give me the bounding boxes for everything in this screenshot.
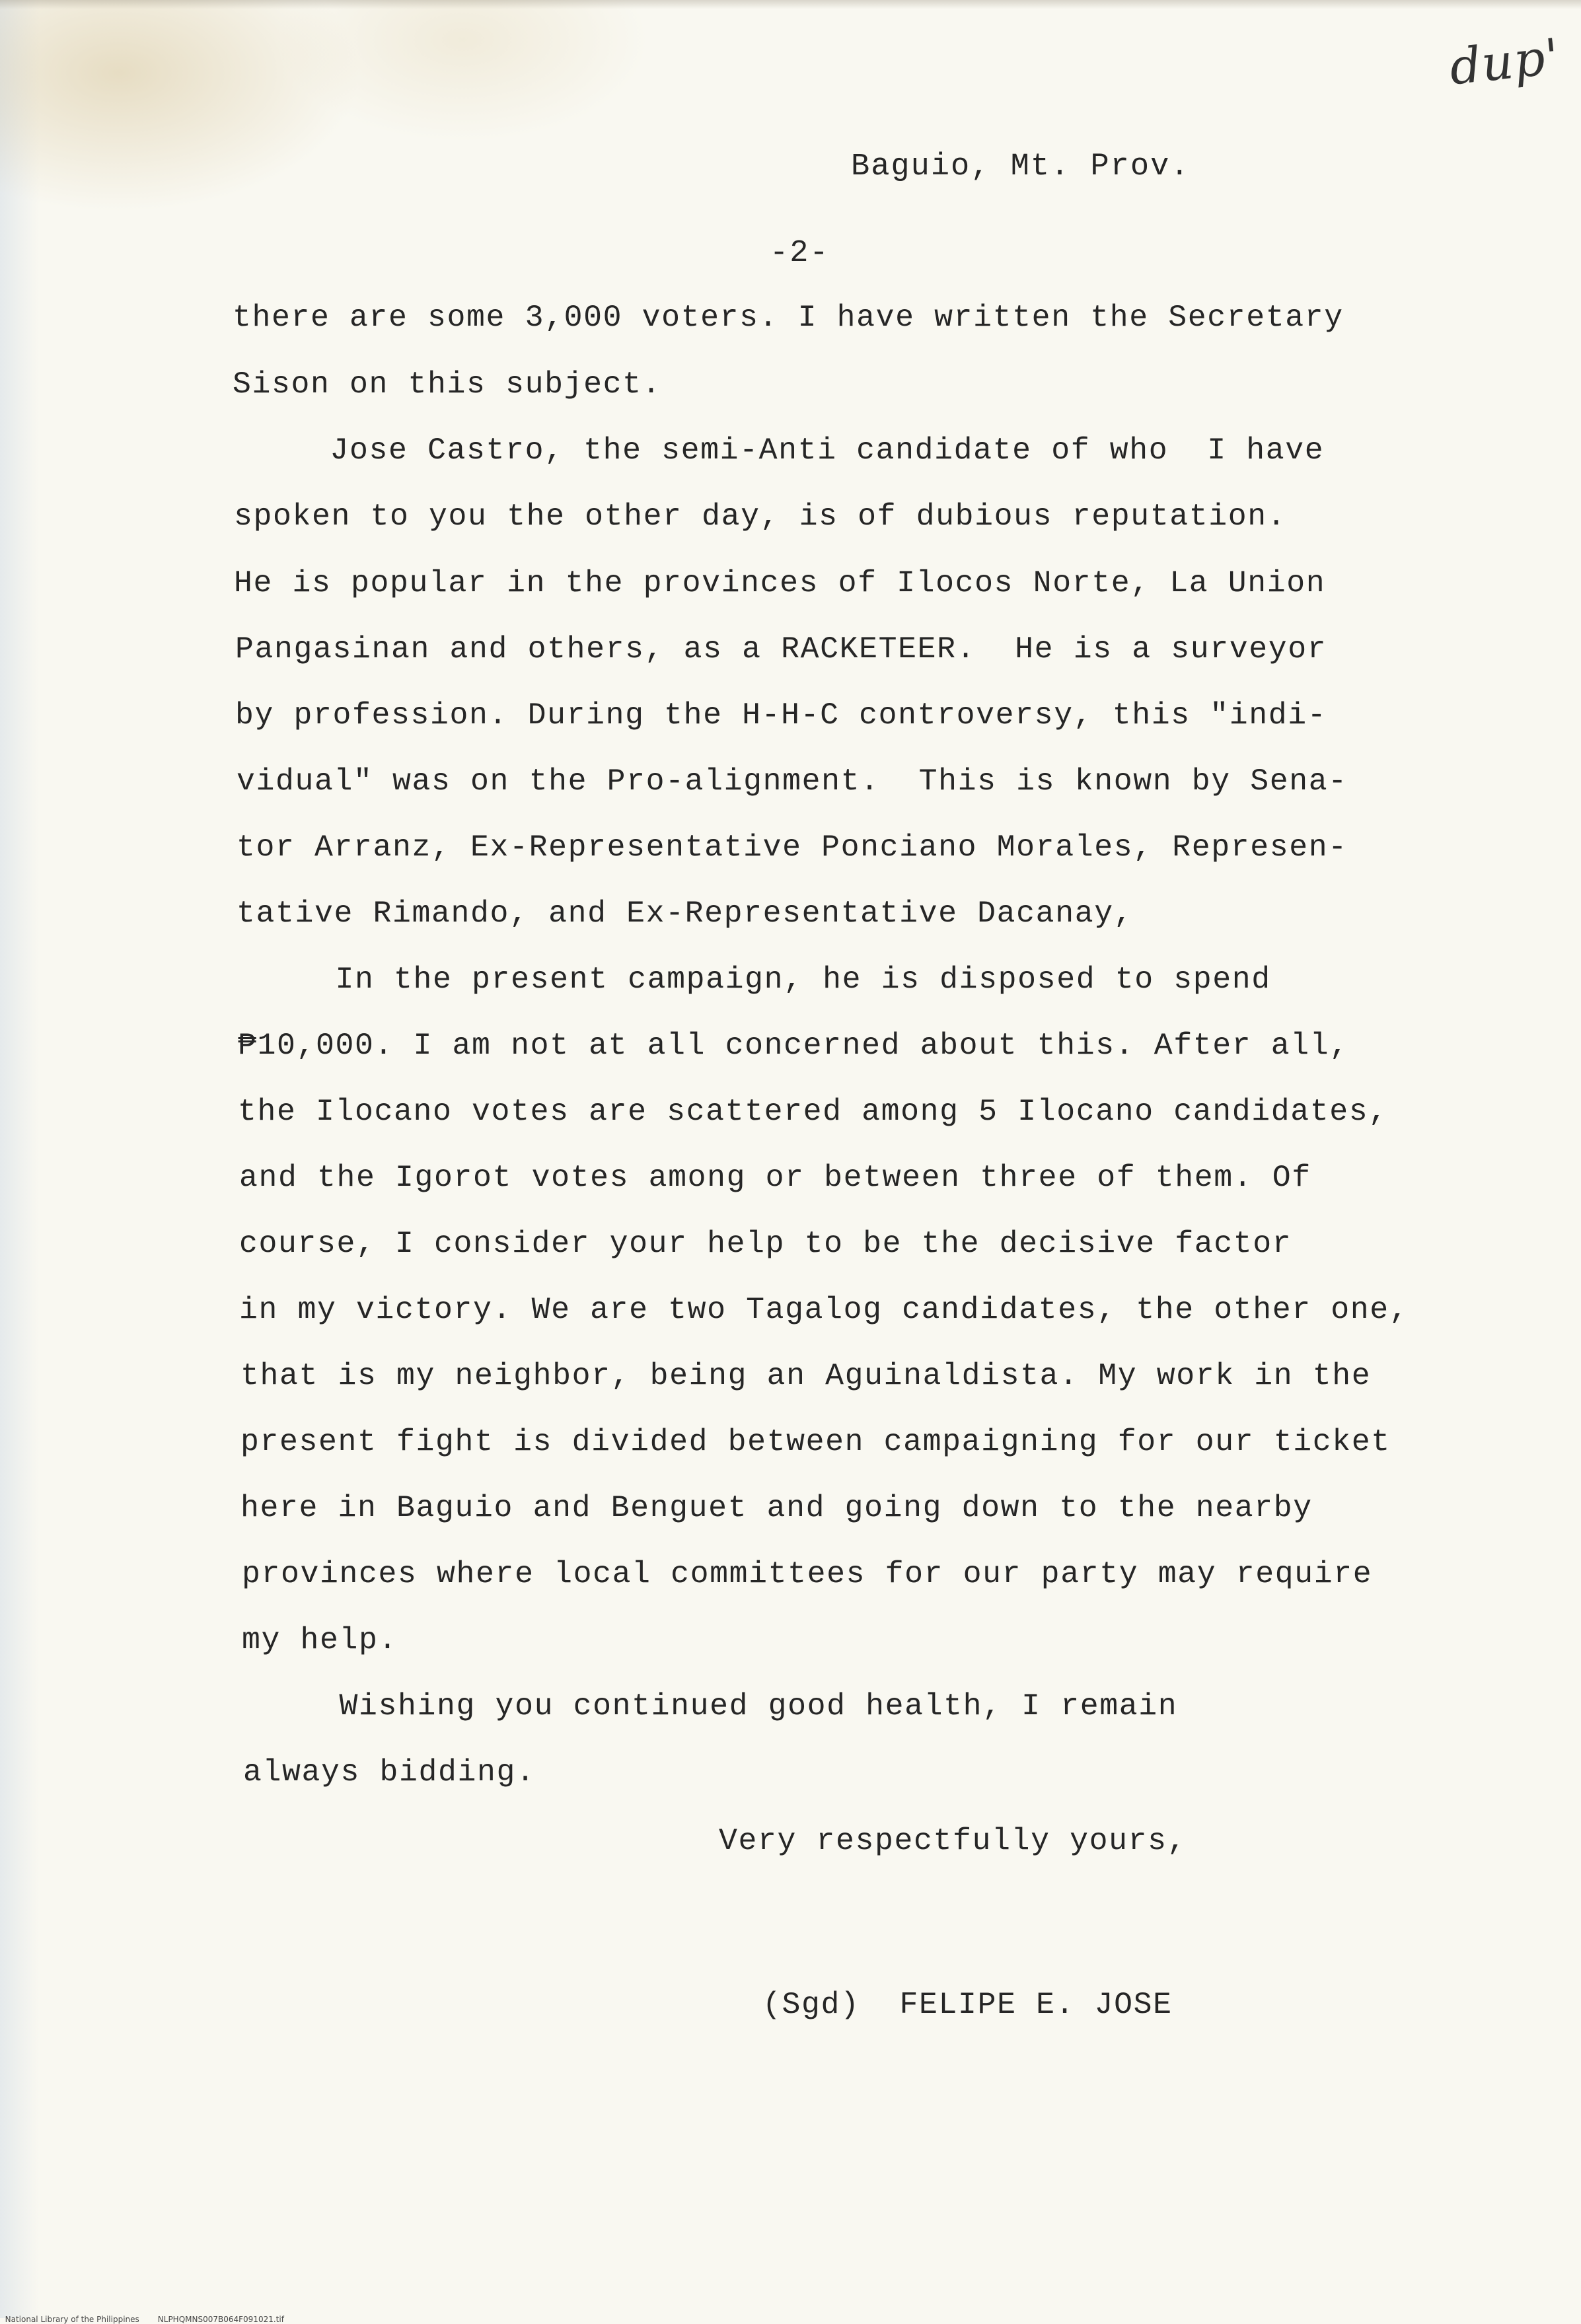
signature-sgd: (Sgd)	[762, 1987, 860, 2022]
archive-footer	[0, 2306, 303, 2324]
letter-place: Baguio, Mt. Prov.	[851, 149, 1191, 184]
closing-salutation: Very respectfully yours,	[719, 1823, 1187, 1858]
body-line: Jose Castro, the semi-Anti candidate of who I have	[233, 433, 1325, 468]
archive-file-id: NLPHQMNS007B064F091021.tif	[157, 2315, 284, 2324]
body-line: spoken to you the other day, is of dubious reputation.	[234, 499, 1287, 534]
body-line: ₱10,000. I am not at all concerned about this. After all,	[238, 1028, 1349, 1063]
body-line: tative Rimando, and Ex-Representative Dacanay,	[237, 896, 1134, 931]
body-line: vidual" was on the Pro-alignment. This is known by Sena-	[237, 764, 1348, 799]
signature-name: FELIPE E. JOSE	[899, 1987, 1173, 2022]
body-line: my help.	[242, 1622, 398, 1657]
body-line: He is popular in the provinces of Ilocos Norte, La Union	[234, 565, 1326, 600]
body-line: In the present campaign, he is disposed to spend	[238, 962, 1271, 997]
body-line: provinces where local committees for our party may require	[242, 1556, 1373, 1591]
body-line: that is my neighbor, being an Aguinaldista. My work in the	[240, 1358, 1372, 1393]
body-line: present fight is divided between campaigning for our ticket	[240, 1424, 1391, 1459]
body-line: Wishing you continued good health, I remain	[242, 1689, 1178, 1724]
body-line: always bidding.	[243, 1755, 536, 1790]
signature-block	[723, 1952, 1173, 2022]
body-line: tor Arranz, Ex-Representative Ponciano Morales, Represen-	[237, 830, 1348, 865]
body-line: Sison on this subject.	[233, 367, 662, 402]
body-line: there are some 3,000 voters. I have written the Secretary	[233, 300, 1344, 335]
page-number: -2-	[770, 236, 830, 271]
body-line: in my victory. We are two Tagalog candidates, the other one,	[239, 1292, 1409, 1327]
handwritten-dup-note: dup'	[1447, 28, 1563, 96]
body-line: course, I consider your help to be the decisive factor	[239, 1226, 1292, 1261]
top-edge-shadow	[0, 0, 1581, 9]
body-line: and the Igorot votes among or between three of them. Of	[239, 1160, 1311, 1195]
body-line: Pangasinan and others, as a RACKETEER. He is a surveyor	[235, 632, 1327, 667]
archive-name: National Library of the Philippines	[5, 2315, 139, 2324]
body-line: here in Baguio and Benguet and going down to the nearby	[240, 1490, 1313, 1525]
body-line: the Ilocano votes are scattered among 5 Ilocano candidates,	[238, 1094, 1388, 1129]
body-line: by profession. During the H-H-C controversy, this "indi-	[235, 698, 1327, 733]
